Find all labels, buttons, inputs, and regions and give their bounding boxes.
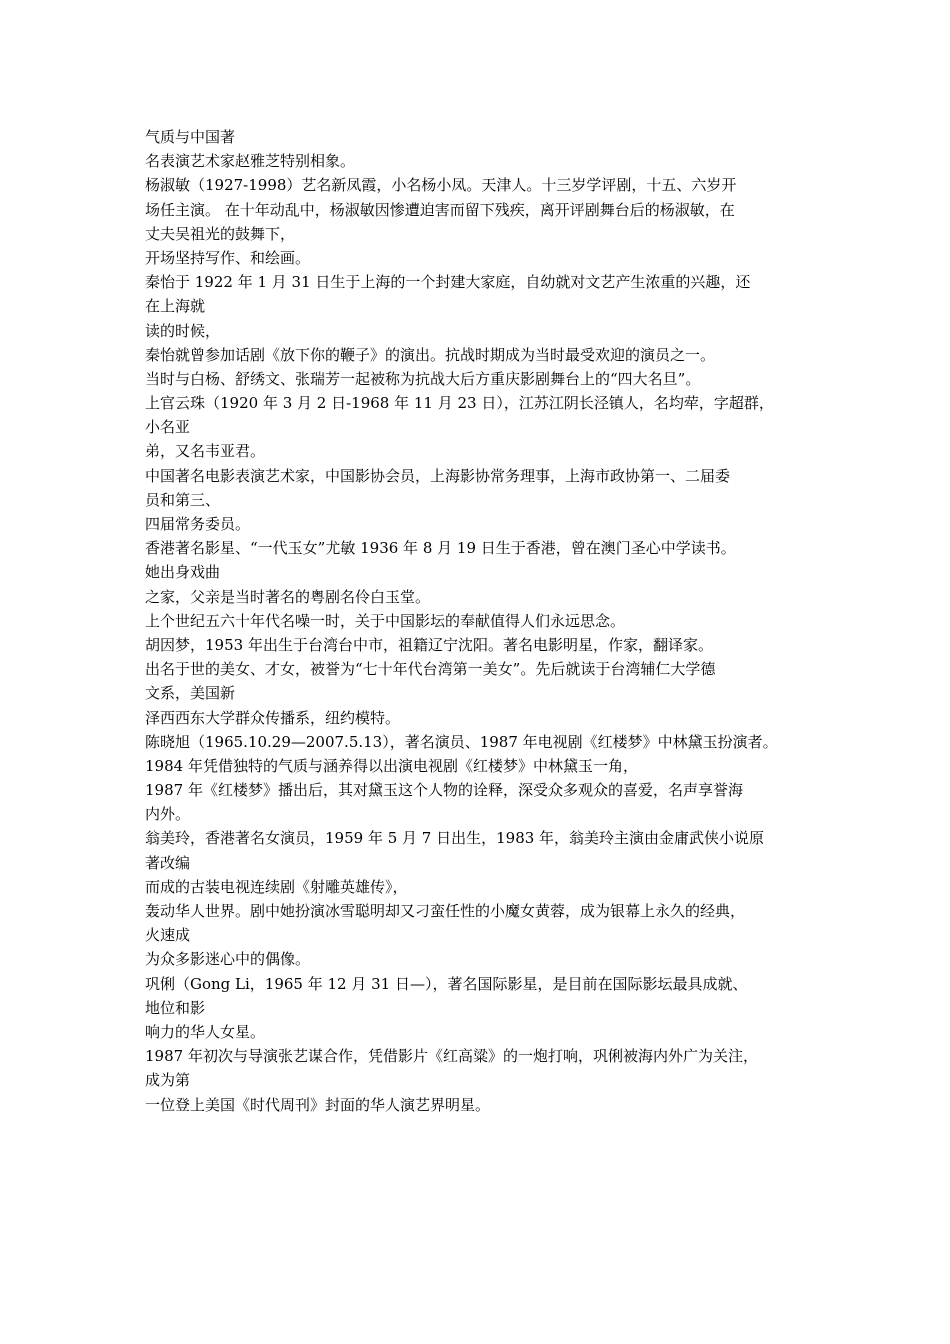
text-line: 杨淑敏（1927-1998）艺名新凤霞，小名杨小凤。天津人。十三岁学评剧，十五、六岁开 (145, 176, 737, 195)
text-line: 火速成 (145, 926, 191, 945)
text-line: 当时与白杨、舒绣文、张瑞芳一起被称为抗战大后方重庆影剧舞台上的“四大名旦”。 (145, 369, 701, 388)
text-line: 秦怡于 1922 年 1 月 31 日生于上海的一个封建大家庭，自幼就对文艺产生浓重的兴趣，还 (145, 273, 751, 292)
text-line: 名表演艺术家赵雅芝特别相象。 (145, 152, 356, 171)
text-line: 开场坚持写作、和绘画。 (145, 248, 311, 267)
text-line: 翁美玲，香港著名女演员，1959 年 5 月 7 日出生，1983 年，翁美玲主演由金庸武侠小说原 (145, 829, 765, 848)
text-line: 上个世纪五六十年代名噪一时，关于中国影坛的奉献值得人们永远思念。 (145, 611, 626, 630)
text-line: 香港著名影星、“一代玉女”尤敏 1936 年 8 月 19 日生于香港，曾在澳门圣心中学读书。 (145, 539, 736, 558)
text-line: 读的时候， (145, 321, 221, 340)
text-line: 地位和影 (145, 998, 206, 1017)
text-line: 胡因梦，1953 年出生于台湾台中市，祖籍辽宁沈阳。著名电影明星，作家，翻译家。 (145, 635, 713, 654)
text-line: 一位登上美国《时代周刊》封面的华人演艺界明星。 (145, 1095, 491, 1114)
text-line: 气质与中国著 (145, 128, 236, 146)
text-line: 中国著名电影表演艺术家，中国影协会员，上海影协常务理事，上海市政协第一、二届委 (145, 466, 731, 485)
text-line: 之家，父亲是当时著名的粤剧名伶白玉堂。 (145, 587, 431, 606)
text-line: 响力的华人女星。 (145, 1022, 266, 1041)
text-line: 内外。 (145, 805, 191, 824)
text-line: 弟，又名韦亚君。 (145, 442, 266, 461)
text-line: 1987 年《红楼梦》播出后，其对黛玉这个人物的诠释，深受众多观众的喜爱，名声享誉海 (145, 781, 743, 800)
text-line: 成为第 (145, 1071, 191, 1090)
text-line: 上官云珠（1920 年 3 月 2 日-1968 年 11 月 23 日），江苏江阴长泾镇人，名均荦，字超群， (145, 394, 774, 413)
text-line: 而成的古装电视连续剧《射雕英雄传》， (145, 877, 408, 896)
text-line: 1984 年凭借独特的气质与涵养得以出演电视剧《红楼梦》中林黛玉一角， (145, 756, 638, 775)
document-body (145, 125, 815, 1117)
text-line: 轰动华人世界。剧中她扮演冰雪聪明却又刁蛮任性的小魔女黄蓉，成为银幕上永久的经典， (145, 902, 746, 920)
text-line: 1987 年初次与导演张艺谋合作，凭借影片《红高粱》的一炮打响，巩俐被海内外广为关注， (145, 1047, 758, 1066)
text-line: 巩俐（Gong Li，1965 年 12 月 31 日—），著名国际影星，是目前在国际影坛最具成就、 (145, 974, 748, 993)
text-line: 员和第三、 (145, 490, 221, 509)
text-line: 在上海就 (145, 297, 206, 316)
text-line: 小名亚 (145, 418, 191, 437)
text-line: 为众多影迷心中的偶像。 (145, 950, 311, 969)
text-line: 秦怡就曾参加话剧《放下你的鞭子》的演出。抗战时期成为当时最受欢迎的演员之一。 (145, 345, 716, 364)
text-line: 丈夫吴祖光的鼓舞下， (145, 224, 296, 243)
text-line: 陈晓旭（1965.10.29—2007.5.13），著名演员、1987 年电视剧《红楼梦》中林黛玉扮演者。 (145, 732, 778, 751)
text-line: 出名于世的美女、才女，被誉为“七十年代台湾第一美女”。先后就读于台湾辅仁大学德 (145, 660, 716, 679)
text-line: 泽西西东大学群众传播系，纽约模特。 (145, 708, 401, 727)
text-line: 她出身戏曲 (145, 563, 221, 582)
text-line: 文系，美国新 (145, 684, 236, 703)
text-line: 四届常务委员。 (145, 515, 251, 533)
text-line: 著改编 (145, 853, 191, 872)
text-line: 场任主演。 在十年动乱中，杨淑敏因惨遭迫害而留下残疾，离开评剧舞台后的杨淑敏，在 (145, 200, 735, 219)
